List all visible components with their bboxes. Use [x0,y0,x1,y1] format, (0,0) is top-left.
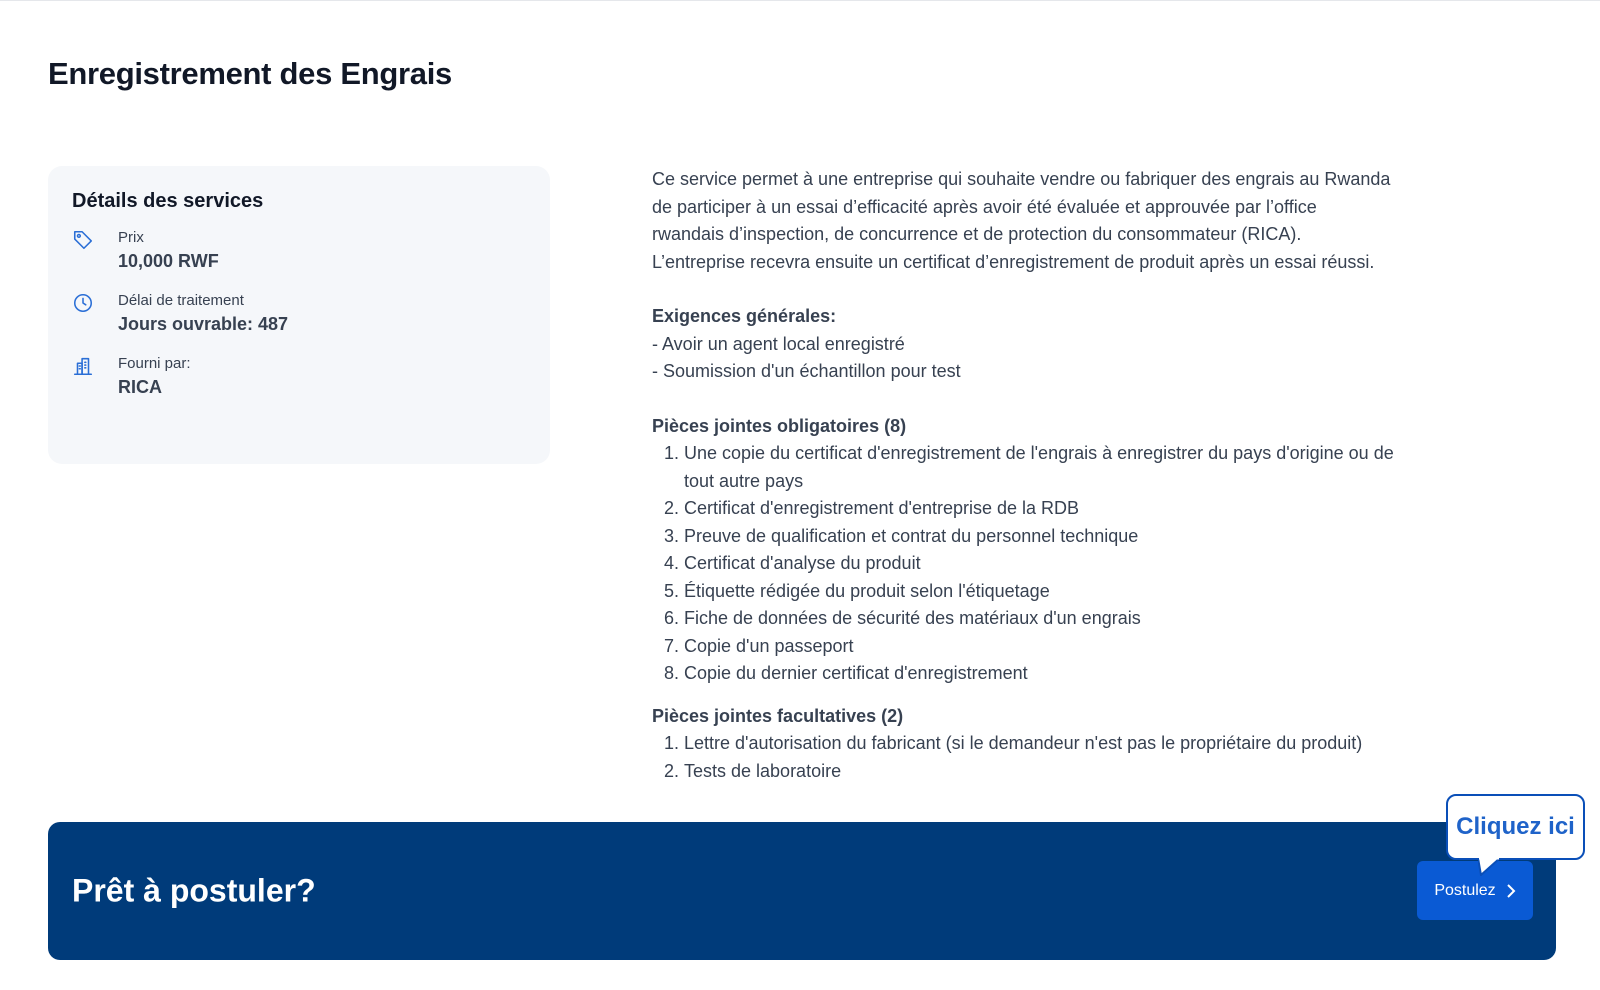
price-tag-icon [72,229,94,251]
intro-line: Ce service permet à une entreprise qui souhaite vendre ou fabriquer des engrais au Rwanda [652,169,1391,189]
list-item: 7. Copie d'un passeport [684,633,1412,661]
top-divider [0,0,1600,1]
requirement-item: - Avoir un agent local enregistré [652,333,905,354]
list-item: 6. Fiche de données de sécurité des matériaux d'un engrais [684,605,1412,633]
apply-button[interactable] [1417,861,1533,920]
detail-price [72,227,526,274]
list-item: 3. Preuve de qualification et contrat du personnel technique [684,523,1412,551]
list-item: 2. Tests de laboratoire [684,758,1412,786]
mandatory-attachments-heading: Pièces jointes obligatoires (8) [652,415,907,436]
list-item: 1. Lettre d'autorisation du fabricant (si le demandeur n'est pas le propriétaire du produit) [684,730,1412,758]
intro-line: rwandais d’inspection, de concurrence et de protection du consommateur (RICA). [652,224,1302,244]
detail-processing-time [72,290,526,337]
requirement-item: - Soumission d'un échantillon pour test [652,361,961,381]
service-description [652,166,1412,785]
building-icon [72,355,94,377]
detail-value: 10,000 RWF [118,251,219,271]
detail-label: Prix [118,229,144,246]
intro-paragraph [652,166,1412,276]
requirements-heading: Exigences générales: [652,306,837,326]
detail-label: Fourni par: [118,355,191,372]
intro-line: L’entreprise recevra ensuite un certificat d’enregistrement de produit après un essai réussi. [652,251,1375,272]
apply-banner [48,822,1556,960]
mandatory-attachments-list [652,440,1412,688]
detail-value: RICA [118,377,162,397]
chevron-right-icon [1506,884,1516,898]
details-heading: Détails des services [72,190,264,212]
apply-banner-title: Prêt à postuler? [72,872,316,909]
list-item: 5. Étiquette rédigée du produit selon l'étiquetage [684,578,1412,606]
list-item: 2. Certificat d'enregistrement d'entreprise de la RDB [684,495,1412,523]
detail-provider [72,353,526,400]
clock-icon [72,292,94,314]
detail-value: Jours ouvrable: 487 [118,314,289,334]
detail-label: Délai de traitement [118,292,244,309]
optional-attachments-heading: Pièces jointes facultatives (2) [652,705,904,726]
list-item: 1. Une copie du certificat d'enregistrement de l'engrais à enregistrer du pays d'origine ou de tout autre pays [684,440,1412,495]
intro-line: de participer à un essai d’efficacité après avoir été évaluée et approuvée par l’office [652,196,1317,217]
optional-attachments-list [652,730,1412,785]
click-here-callout: Cliquez ici [1446,794,1585,860]
service-details-card [48,166,550,464]
page-title: Enregistrement des Engrais [48,56,452,91]
list-item: 4. Certificat d'analyse du produit [684,550,1412,578]
list-item: 8. Copie du dernier certificat d'enregistrement [684,660,1412,688]
apply-button-label: Postulez [1434,881,1496,899]
